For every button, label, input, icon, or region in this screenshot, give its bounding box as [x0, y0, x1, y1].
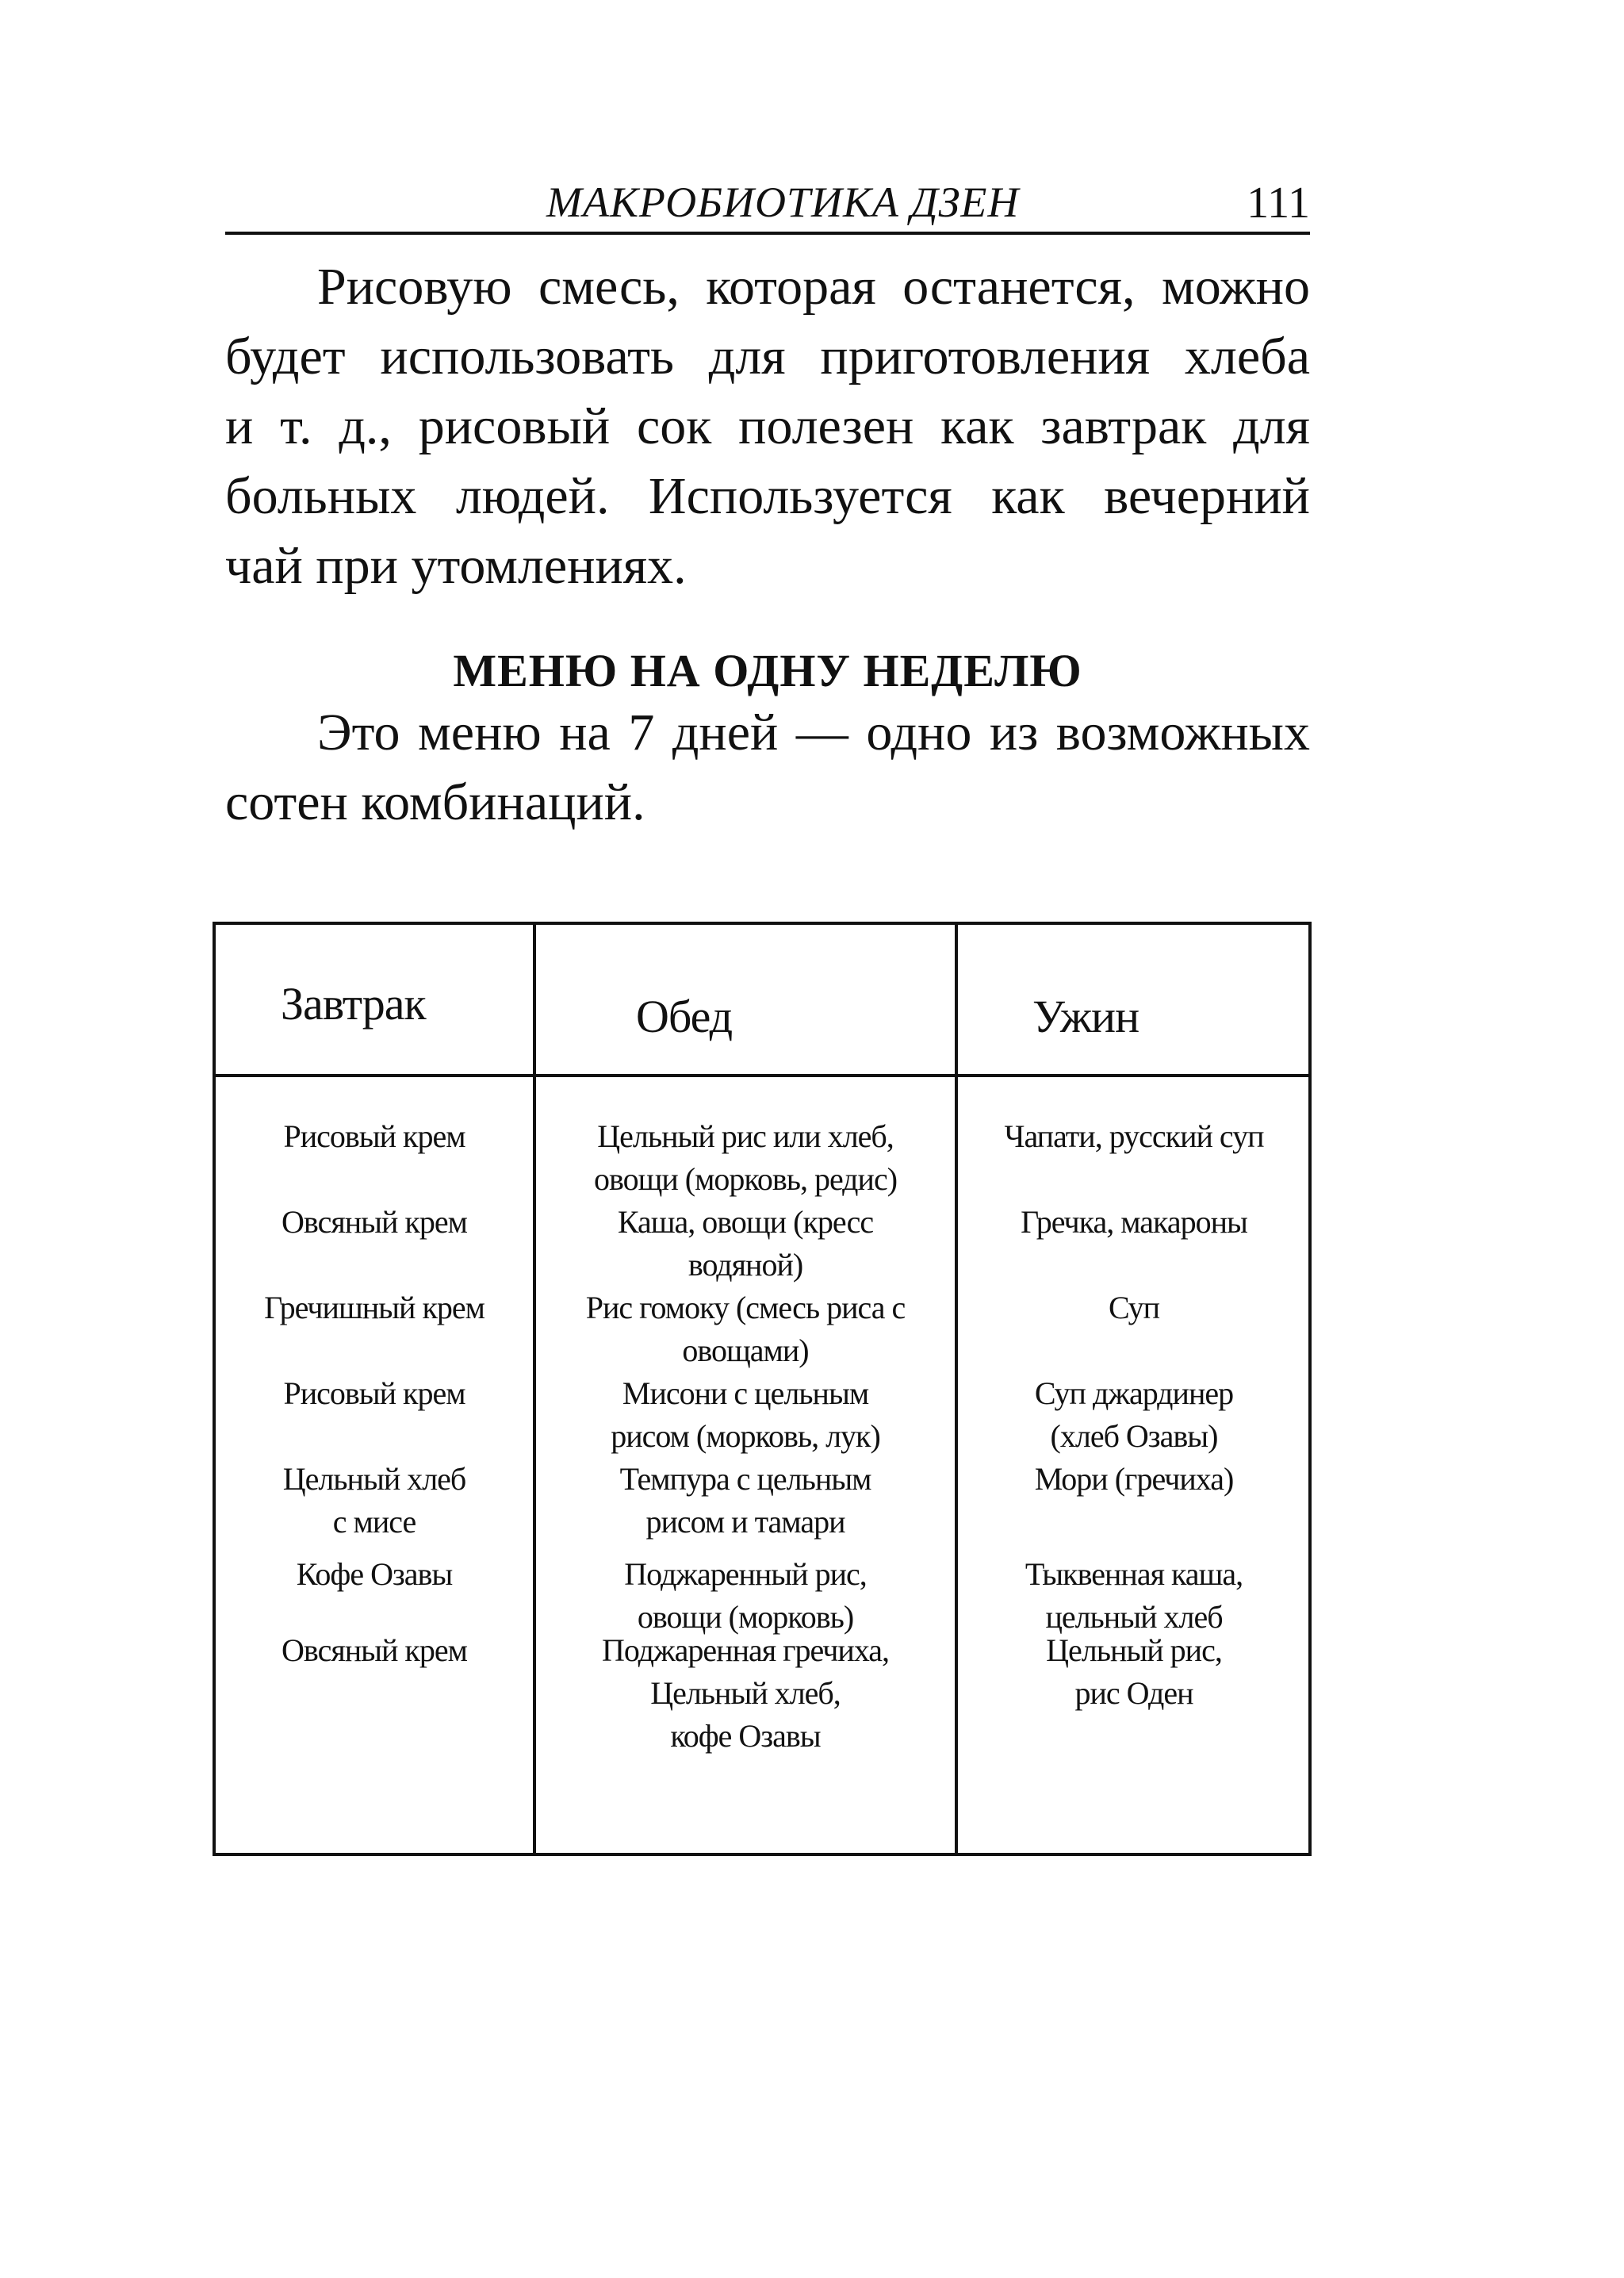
- cell-line: Рисовый крем: [283, 1118, 465, 1154]
- cell-line: Кофе Озавы: [296, 1556, 453, 1592]
- cell-line: Рис гомоку (смесь риса с: [585, 1290, 906, 1325]
- cell-line: Суп: [1108, 1290, 1160, 1325]
- text-line: Рисовую смесь, которая останется, можно: [317, 258, 1310, 316]
- lunch-cell: [536, 1115, 955, 1201]
- dinner-cell: [958, 1115, 1310, 1158]
- column-header-breakfast: Завтрак: [281, 978, 426, 1030]
- cell-line: Суп джардинер: [1034, 1375, 1234, 1411]
- cell-line: Мори (гречиха): [1034, 1461, 1234, 1497]
- cell-line: Цельный рис,: [1046, 1632, 1222, 1668]
- cell-line: рисом (морковь, лук): [611, 1418, 880, 1454]
- column-header-lunch: Обед: [636, 991, 733, 1042]
- cell-line: Гречишный крем: [264, 1290, 485, 1325]
- lunch-cell: [536, 1201, 955, 1287]
- running-header: [225, 174, 1310, 235]
- cell-line: Тыквенная каша,: [1025, 1556, 1243, 1592]
- dinner-cell: [958, 1201, 1310, 1244]
- breakfast-cell: [216, 1201, 533, 1244]
- cell-line: Чапати, русский суп: [1004, 1118, 1264, 1154]
- breakfast-cell: [216, 1553, 533, 1596]
- text-line: и т. д., рисовый сок полезен как завтрак для: [225, 397, 1310, 455]
- dinner-cell: [958, 1553, 1310, 1639]
- weekly-menu-table: [213, 922, 1312, 1856]
- cell-line: Поджаренный рис,: [624, 1556, 867, 1592]
- text-line: больных людей. Используется как вечерний: [225, 467, 1310, 525]
- breakfast-cell: [216, 1629, 533, 1672]
- dinner-cell: [958, 1629, 1310, 1715]
- lunch-cell: [536, 1372, 955, 1458]
- cell-line: рис Оден: [1074, 1675, 1193, 1711]
- cell-line: Овсяный крем: [282, 1632, 467, 1668]
- text-line: сотен комбинаций.: [225, 773, 645, 831]
- cell-line: Рисовый крем: [283, 1375, 465, 1411]
- cell-line: Цельный хлеб,: [650, 1675, 841, 1711]
- cell-line: Гречка, макароны: [1021, 1204, 1247, 1240]
- lunch-cell: [536, 1629, 955, 1758]
- cell-line: овощи (морковь): [637, 1599, 854, 1635]
- lunch-cell: [536, 1553, 955, 1639]
- page-number: 111: [1247, 178, 1310, 228]
- cell-line: (хлеб Озавы): [1050, 1418, 1218, 1454]
- cell-line: овощи (морковь, редис): [593, 1161, 898, 1197]
- paragraph-rice-mixture: [225, 252, 1310, 601]
- cell-line: овощами): [682, 1333, 809, 1368]
- cell-line: Цельный хлеб: [282, 1461, 466, 1497]
- dinner-cell: [958, 1372, 1310, 1458]
- cell-line: рисом и тамари: [645, 1504, 845, 1540]
- dinner-cell: [958, 1287, 1310, 1329]
- text-line: чай при утомлениях.: [225, 537, 687, 595]
- cell-line: Овсяный крем: [282, 1204, 467, 1240]
- text-line: будет использовать для приготовления хлеба: [225, 328, 1310, 385]
- column-header-dinner: Ужин: [1032, 991, 1139, 1042]
- dinner-cell: [958, 1458, 1310, 1501]
- cell-line: с мисе: [332, 1504, 416, 1540]
- lunch-cell: [536, 1458, 955, 1544]
- cell-line: Мисони с цельным: [622, 1375, 869, 1411]
- breakfast-cell: [216, 1372, 533, 1415]
- cell-line: цельный хлеб: [1045, 1599, 1223, 1635]
- running-title: МАКРОБИОТИКА ДЗЕН: [546, 178, 1020, 226]
- cell-line: Цельный рис или хлеб,: [597, 1118, 894, 1154]
- section-heading: МЕНЮ НА ОДНУ НЕДЕЛЮ: [453, 645, 1082, 696]
- cell-line: водяной): [688, 1247, 803, 1283]
- breakfast-cell: [216, 1287, 533, 1329]
- breakfast-cell: [216, 1115, 533, 1158]
- header-divider: [216, 1074, 1308, 1077]
- cell-line: Темпура с цельным: [619, 1461, 871, 1497]
- text-line: Это меню на 7 дней — одно из возможных: [317, 704, 1310, 761]
- cell-line: кофе Озавы: [670, 1718, 821, 1754]
- cell-line: Каша, овощи (кресс: [617, 1204, 874, 1240]
- paragraph-menu-intro: [225, 698, 1310, 838]
- lunch-cell: [536, 1287, 955, 1372]
- breakfast-cell: [216, 1458, 533, 1544]
- cell-line: Поджаренная гречиха,: [601, 1632, 890, 1668]
